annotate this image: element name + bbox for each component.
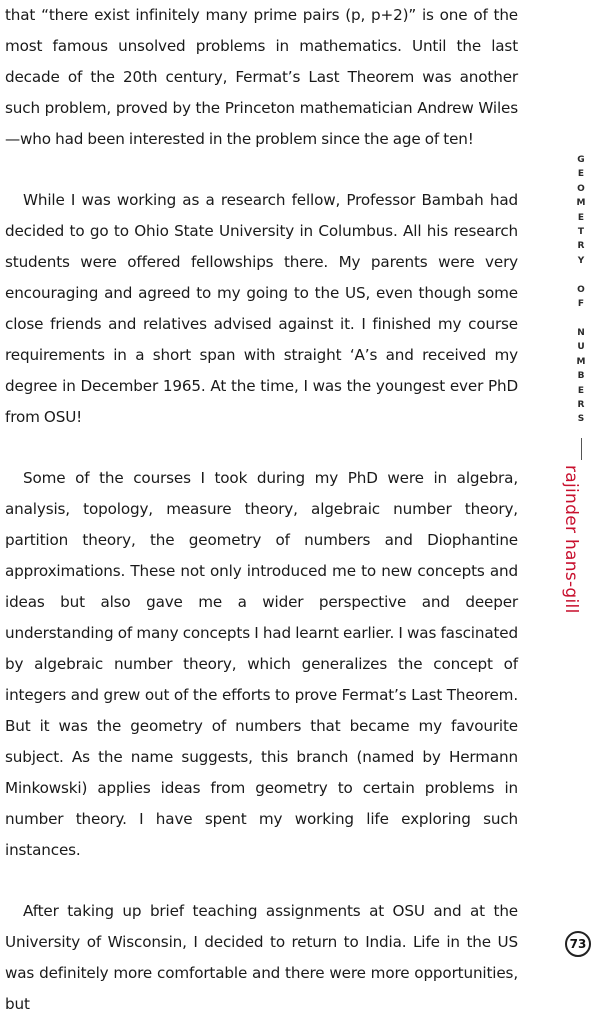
header-divider bbox=[581, 438, 582, 460]
running-title: G E O M E T R Y O F N U M B E R S bbox=[576, 155, 586, 425]
paragraph-1: that “there exist infinitely many prime pairs (p, p+2)” is one of the most famous unsolved problems in mathematics. Until the last decade of the 20th century, Fermat’s Last Theorem was another such problem, proved by the Princeton mathematician Andrew Wiles—who had been interested in the problem since the age of ten! bbox=[5, 6, 518, 148]
paragraph-4: After taking up brief teaching assignments at OSU and at the University of Wisconsin, I decided to return to India. Life in the US was definitely more comfortable and there were more opportunities, but bbox=[5, 902, 518, 1013]
body-text bbox=[5, 0, 518, 1020]
paragraph-2: While I was working as a research fellow, Professor Bambah had decided to go to Ohio State University in Columbus. All his research students were offered fellowships there. My parents were very encouraging and agreed to my going to the US, even though some close friends and relatives advised against it. I finished my course requirements in a short span with straight ‘A’s and received my degree in December 1965. At the time, I was the youngest ever PhD from OSU! bbox=[5, 191, 518, 426]
running-header bbox=[561, 153, 597, 653]
paragraph-3: Some of the courses I took during my PhD were in algebra, analysis, topology, measure theory, algebraic number theory, partition theory, the geometry of numbers and Diophantine approximations. These not only introduced me to new concepts and ideas but also gave me a wider perspective and deeper understanding of many concepts I had learnt earlier. I was fascinated by algebraic number theory, which generalizes the concept of integers and grew out of the efforts to prove Fermat’s Last Theorem. But it was the geometry of numbers that became my favourite subject. As the name suggests, this branch (named by Hermann Minkowski) applies ideas from geometry to certain problems in number theory. I have spent my working life exploring such instances. bbox=[5, 469, 518, 859]
author-name: rajinder hans-gill bbox=[561, 465, 581, 614]
running-author bbox=[561, 465, 593, 615]
page-number: 73 bbox=[565, 931, 591, 957]
